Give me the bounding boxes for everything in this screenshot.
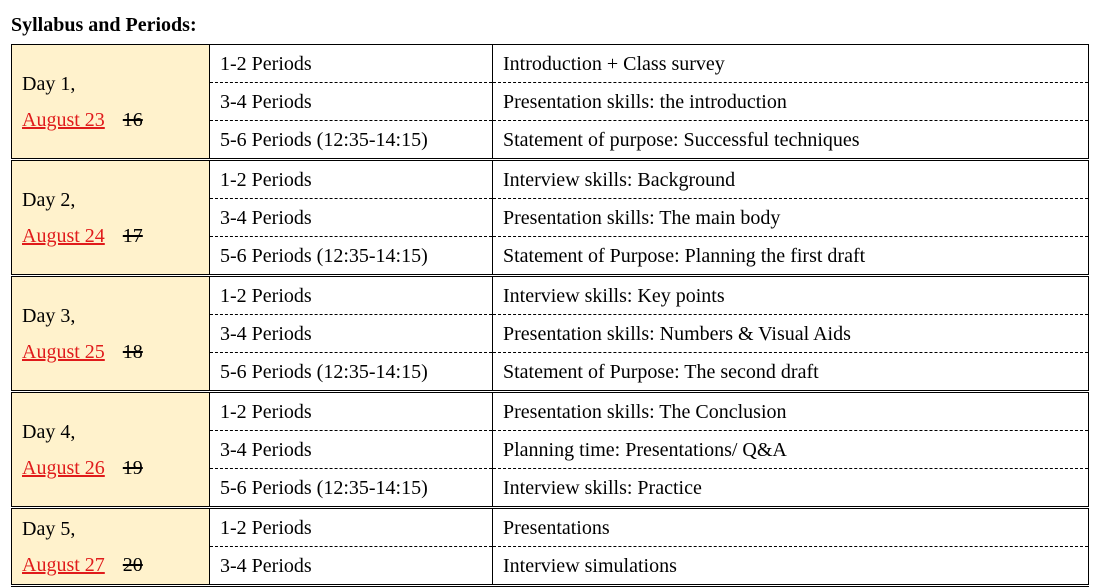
- period-cell: 3-4 Periods: [210, 431, 493, 469]
- struck-old-date: 20: [122, 553, 143, 576]
- topic-cell: Planning time: Presentations/ Q&A: [493, 431, 1089, 469]
- day-cell: [12, 508, 210, 586]
- day-group: [12, 276, 1089, 392]
- topic-cell: Presentation skills: The Conclusion: [493, 392, 1089, 431]
- table-row: [12, 276, 1089, 315]
- topic-cell: Statement of Purpose: Planning the first draft: [493, 237, 1089, 276]
- period-cell: 5-6 Periods (12:35-14:15): [210, 121, 493, 160]
- day-group: [12, 392, 1089, 508]
- day-cell: [12, 160, 210, 276]
- period-cell: 5-6 Periods (12:35-14:15): [210, 469, 493, 508]
- topic-cell: Interview skills: Practice: [493, 469, 1089, 508]
- topic-cell: Statement of purpose: Successful techniques: [493, 121, 1089, 160]
- day-label: Day 4,: [22, 420, 76, 443]
- period-cell: 1-2 Periods: [210, 276, 493, 315]
- period-cell: 1-2 Periods: [210, 508, 493, 547]
- day-cell: [12, 276, 210, 392]
- revised-date: August 23: [22, 108, 105, 131]
- struck-old-date: 18: [122, 340, 143, 363]
- period-cell: 1-2 Periods: [210, 160, 493, 199]
- date-line: [22, 547, 199, 583]
- period-cell: 3-4 Periods: [210, 547, 493, 586]
- day-group: [12, 160, 1089, 276]
- day-group: [12, 508, 1089, 586]
- day-label: Day 1,: [22, 72, 76, 95]
- topic-cell: Statement of Purpose: The second draft: [493, 353, 1089, 392]
- revised-date: August 24: [22, 224, 105, 247]
- period-cell: 5-6 Periods (12:35-14:15): [210, 237, 493, 276]
- day-cell: [12, 45, 210, 160]
- topic-cell: Presentation skills: the introduction: [493, 83, 1089, 121]
- topic-cell: Interview skills: Key points: [493, 276, 1089, 315]
- table-row: [12, 45, 1089, 83]
- date-line: [22, 102, 199, 138]
- period-cell: 3-4 Periods: [210, 315, 493, 353]
- topic-cell: Presentation skills: Numbers & Visual Aids: [493, 315, 1089, 353]
- table-row: [12, 160, 1089, 199]
- struck-old-date: 19: [122, 456, 143, 479]
- topic-cell: Presentations: [493, 508, 1089, 547]
- day-label: Day 5,: [22, 517, 76, 540]
- period-cell: 1-2 Periods: [210, 45, 493, 83]
- revised-date: August 26: [22, 456, 105, 479]
- table-row: [12, 392, 1089, 431]
- day-label: Day 3,: [22, 304, 76, 327]
- topic-cell: Introduction + Class survey: [493, 45, 1089, 83]
- day-cell: [12, 392, 210, 508]
- day-group: [12, 45, 1089, 160]
- date-line: [22, 218, 199, 254]
- date-line: [22, 450, 199, 486]
- period-cell: 3-4 Periods: [210, 199, 493, 237]
- struck-old-date: 16: [122, 108, 143, 131]
- revised-date: August 25: [22, 340, 105, 363]
- topic-cell: Presentation skills: The main body: [493, 199, 1089, 237]
- syllabus-table: [11, 44, 1089, 587]
- topic-cell: Interview simulations: [493, 547, 1089, 586]
- period-cell: 5-6 Periods (12:35-14:15): [210, 353, 493, 392]
- date-line: [22, 334, 199, 370]
- table-row: [12, 508, 1089, 547]
- page-title: Syllabus and Periods:: [11, 14, 197, 36]
- day-label: Day 2,: [22, 188, 76, 211]
- struck-old-date: 17: [122, 224, 143, 247]
- topic-cell: Interview skills: Background: [493, 160, 1089, 199]
- period-cell: 3-4 Periods: [210, 83, 493, 121]
- revised-date: August 27: [22, 553, 105, 576]
- period-cell: 1-2 Periods: [210, 392, 493, 431]
